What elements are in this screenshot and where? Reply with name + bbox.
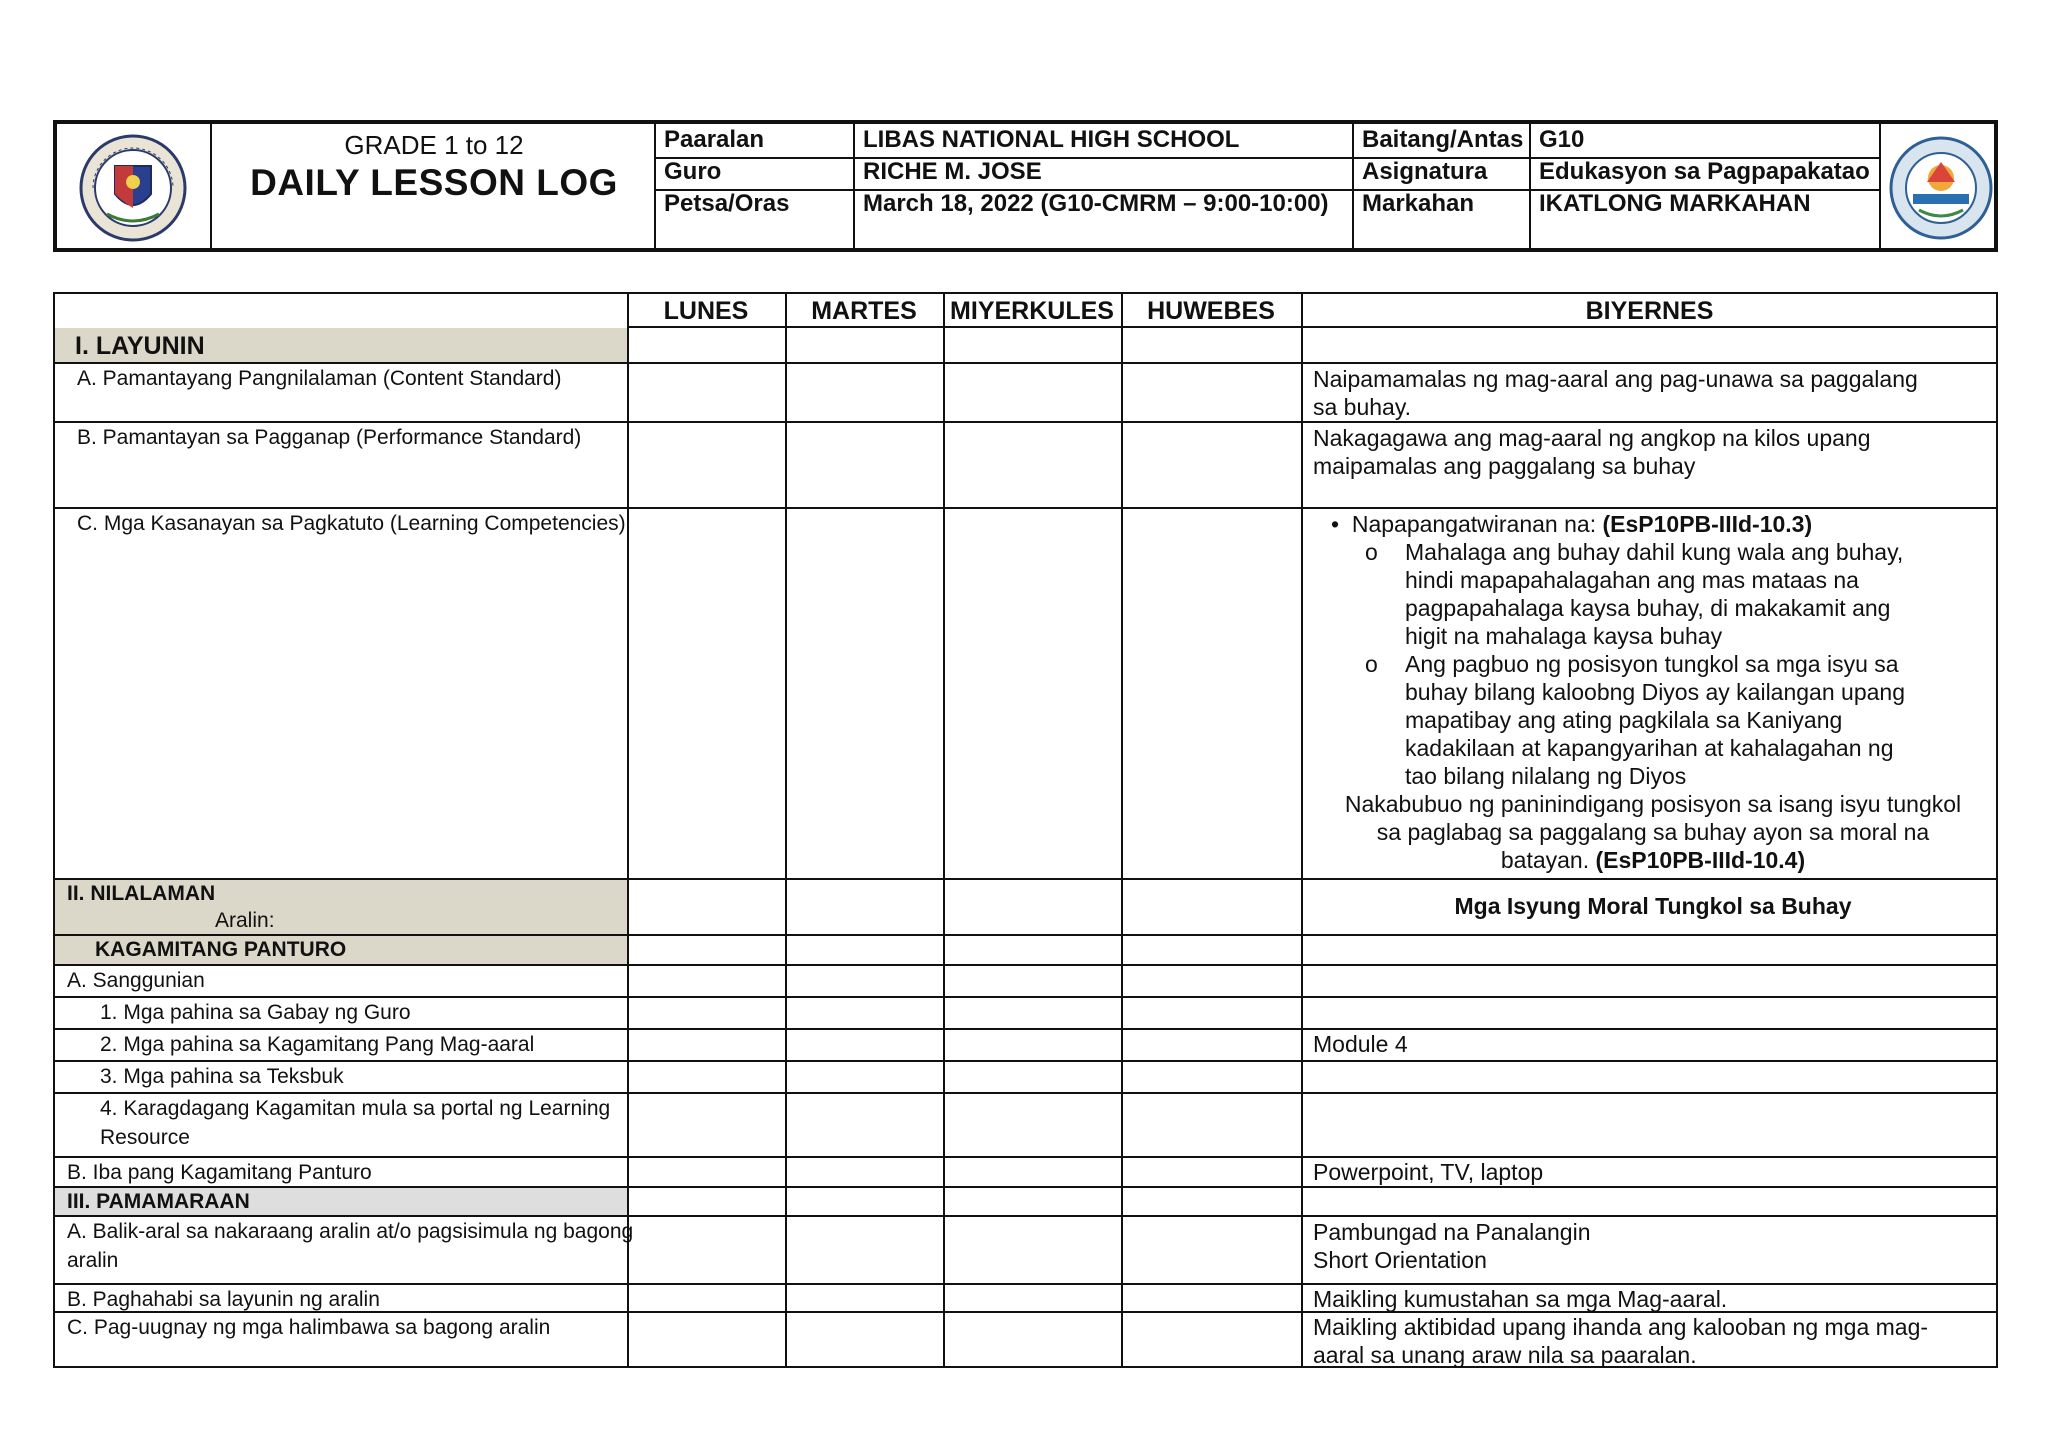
value-markahan: IKATLONG MARKAHAN [1539, 190, 1811, 217]
lesson-log-table [53, 292, 1998, 1368]
biyernes-paghahabi: Maikling kumustahan sa mga Mag-aaral. [1313, 1286, 1728, 1312]
day-header-biyernes: BIYERNES [1585, 297, 1714, 325]
row-teksbuk: 3. Mga pahina sa Teksbuk [100, 1065, 344, 1088]
day-header-huwebes: HUWEBES [1147, 297, 1275, 325]
sub-bullet-icon: o [1365, 651, 1378, 677]
label-markahan: Markahan [1362, 190, 1475, 217]
value-baitang-antas: G10 [1539, 126, 1585, 153]
value-paaralan: LIBAS NATIONAL HIGH SCHOOL [863, 126, 1240, 153]
row-kagamitang-pang-mag-aaral: 2. Mga pahina sa Kagamitang Pang Mag-aaral [100, 1033, 535, 1056]
biyernes-pag-uugnay: Maikling aktibidad upang ihanda ang kalooban ng mga mag- aaral sa unang araw nila sa paaralan. [1313, 1314, 1929, 1368]
row-paghahabi: B. Paghahabi sa layunin ng aralin [67, 1288, 380, 1311]
grade-range: GRADE 1 to 12 [344, 130, 524, 160]
row-balik-aral: A. Balik-aral sa nakaraang aralin at/o pagsisimula ng bagong [67, 1220, 634, 1243]
biyernes-content-standard: Naipamamalas ng mag-aaral ang pag-unawa sa paggalang sa buhay. [1313, 366, 1918, 420]
header-box [53, 120, 1998, 252]
bullet-icon: • [1331, 511, 1352, 537]
school-seal-logo [1887, 134, 1995, 242]
row-karagdagang-kagamitan-cont: Resource [100, 1126, 190, 1149]
section-pamamaraan: III. PAMAMARAAN [67, 1190, 250, 1213]
competency-code-1: (EsP10PB-IIId-10.3) [1602, 511, 1813, 537]
row-performance-standard: B. Pamantayan sa Pagganap (Performance Standard) [77, 426, 582, 449]
row-karagdagang-kagamitan: 4. Karagdagang Kagamitan mula sa portal ng Learning [100, 1097, 611, 1120]
deped-seal-logo [71, 132, 195, 244]
section-kagamitang-panturo: KAGAMITANG PANTURO [95, 938, 347, 961]
row-aralin-label: Aralin: [215, 909, 275, 932]
row-iba-pang-kagamitang: B. Iba pang Kagamitang Panturo [67, 1161, 372, 1184]
value-petsa-oras: March 18, 2022 (G10-CMRM – 9:00-10:00) [863, 190, 1329, 217]
row-gabay-ng-guro: 1. Mga pahina sa Gabay ng Guro [100, 1001, 411, 1024]
row-pag-uugnay: C. Pag-uugnay ng mga halimbawa sa bagong aralin [67, 1316, 551, 1339]
label-baitang-antas: Baitang/Antas [1362, 126, 1524, 153]
label-paaralan: Paaralan [664, 126, 765, 153]
value-asignatura: Edukasyon sa Pagpapakatao [1539, 158, 1870, 185]
row-learning-competencies: C. Mga Kasanayan sa Pagkatuto (Learning Competencies) [77, 512, 626, 535]
biyernes-learning-competencies: • Napapangatwiranan na: (EsP10PB-IIId-10.3) o Mahalaga ang buhay dahil kung wala ang buhay, hindi mapapahalagahan ang mas mataas na pagpapahalaga kaysa buhay, di makakamit ang higit na mahalaga kaysa buhay o Ang pagbuo ng posisyon tungkol sa mga isyu sa buhay bilang kaloobng Diyos ay kailangan upang mapatibay ang ating pagkilala sa Kaniyang kadakilaan at kapangyarihan at kahalagahan ng tao bilang nilalang ng Diyos Nakabubuo ng paninindigang posisyon sa isang isyu tungkol sa paglabag sa paggalang sa buhay ayon sa moral na batayan. (EsP10PB-IIId-10.4) [1331, 511, 1962, 873]
day-header-miyerkules: MIYERKULES [950, 297, 1114, 325]
biyernes-aralin-title: Mga Isyung Moral Tungkol sa Buhay [1454, 893, 1852, 919]
section-nilalaman: II. NILALAMAN [67, 882, 216, 905]
competency-code-2: (EsP10PB-IIId-10.4) [1595, 847, 1806, 873]
label-asignatura: Asignatura [1362, 158, 1488, 185]
value-guro: RICHE M. JOSE [863, 158, 1042, 185]
row-sanggunian: A. Sanggunian [67, 969, 205, 992]
row-content-standard: A. Pamantayang Pangnilalaman (Content Standard) [77, 367, 562, 390]
label-guro: Guro [664, 158, 722, 185]
section-layunin: I. LAYUNIN [75, 332, 205, 360]
biyernes-module: Module 4 [1313, 1031, 1408, 1057]
biyernes-balik-aral: Pambungad na Panalangin Short Orientation [1313, 1219, 1591, 1273]
day-header-martes: MARTES [811, 297, 917, 325]
biyernes-performance-standard: Nakagagawa ang mag-aaral ng angkop na kilos upang maipamalas ang paggalang sa buhay [1313, 425, 1871, 479]
biyernes-iba-pang: Powerpoint, TV, laptop [1313, 1159, 1544, 1185]
row-balik-aral-cont: aralin [67, 1249, 119, 1272]
day-header-lunes: LUNES [663, 297, 749, 325]
document-title: DAILY LESSON LOG [250, 162, 618, 203]
sub-bullet-icon: o [1365, 539, 1378, 565]
label-petsa-oras: Petsa/Oras [664, 190, 790, 217]
